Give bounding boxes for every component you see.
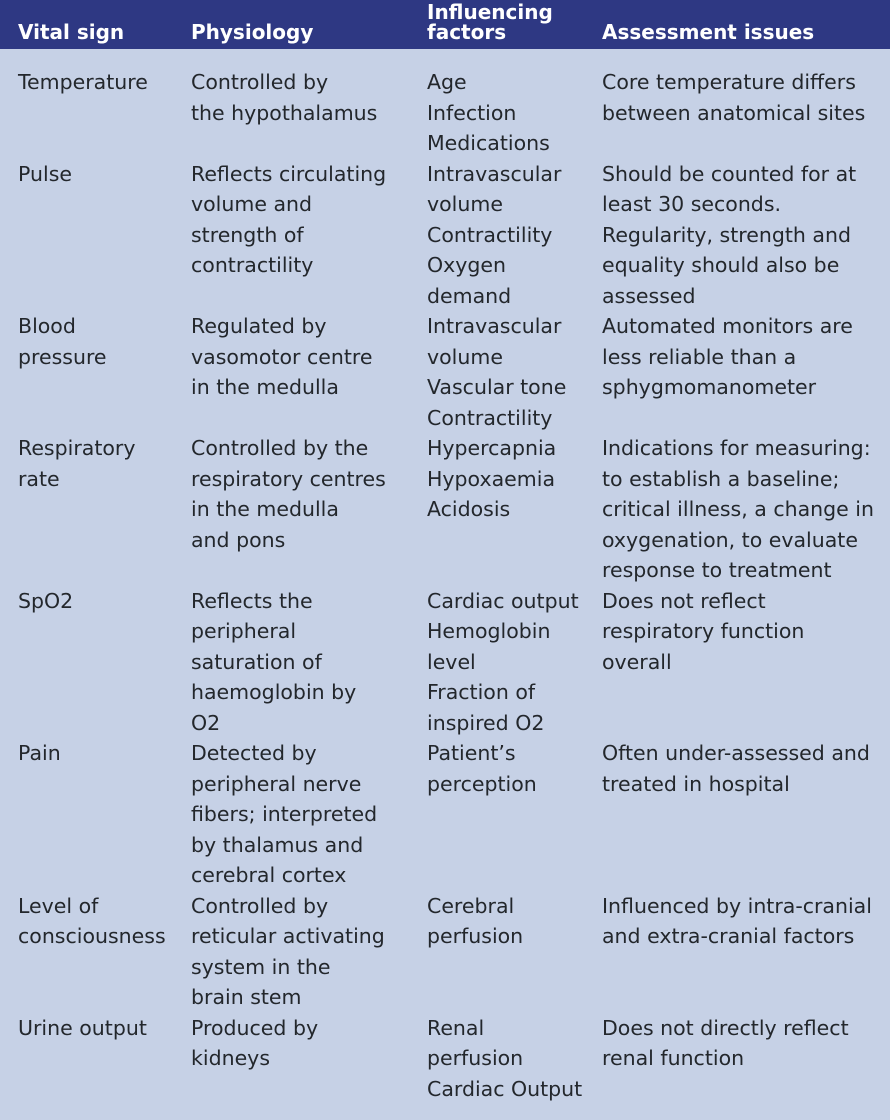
cell-physiology: Produced by kidneys <box>191 1015 319 1070</box>
cell-physiology: Controlled by the hypothalamus <box>191 70 378 125</box>
cell-assessment-issues: Does not reflect respiratory function overall <box>602 588 805 674</box>
table-row-pain <box>0 738 890 891</box>
cell-physiology: Detected by peripheral nerve fibers; interpreted by thalamus and cerebral cortex <box>191 741 378 887</box>
cell-vital-sign: Level of consciousness <box>18 893 166 948</box>
header-physiology: Physiology <box>191 20 314 44</box>
cell-assessment-issues: Often under-assessed and treated in hospital <box>602 741 870 796</box>
cell-vital-sign: Temperature <box>18 70 148 94</box>
cell-vital-sign: Respiratory rate <box>18 436 136 491</box>
cell-assessment-issues: Indications for measuring: to establish a baseline; critical illness, a change in oxygenation, to evaluate response to treatment <box>602 436 874 582</box>
cell-assessment-issues: Does not directly reflect renal function <box>602 1015 849 1070</box>
cell-assessment-issues: Core temperature differs between anatomical sites <box>602 70 866 125</box>
cell-influencing-factors: Cardiac output Hemoglobin level Fraction of inspired O2 <box>427 588 579 735</box>
cell-physiology: Reflects circulating volume and strength of contractility <box>191 161 387 277</box>
cell-physiology: Controlled by the respiratory centres in the medulla and pons <box>191 436 386 552</box>
cell-assessment-issues: Automated monitors are less reliable than a sphygmomanometer <box>602 314 853 399</box>
cell-physiology: Reflects the peripheral saturation of haemoglobin by O2 <box>191 588 357 735</box>
header-vital-sign: Vital sign <box>18 20 125 44</box>
cell-assessment-issues: Should be counted for at least 30 seconds. Regularity, strength and equality should also be assessed <box>602 161 857 308</box>
cell-physiology: Regulated by vasomotor centre in the medulla <box>191 314 373 399</box>
table-body <box>0 67 890 1104</box>
cell-vital-sign: Blood pressure <box>18 314 107 369</box>
table-row-blood-pressure <box>0 311 890 433</box>
table-header <box>0 0 890 49</box>
header-assessment-issues: Assessment issues <box>602 20 815 44</box>
table-row-pulse <box>0 159 890 312</box>
cell-physiology: Controlled by reticular activating system in the brain stem <box>191 893 385 1009</box>
cell-influencing-factors: Renal perfusion Cardiac Output <box>427 1015 583 1101</box>
cell-influencing-factors: Age Infection Medications <box>427 70 550 155</box>
header-influencing-factors: Influencing factors <box>427 0 553 44</box>
cell-influencing-factors: Intravascular volume Vascular tone Contractility <box>427 314 567 430</box>
cell-assessment-issues: Influenced by intra-cranial and extra-cranial factors <box>602 893 872 948</box>
cell-influencing-factors: Patient’s perception <box>427 741 537 796</box>
table-row-respiratory-rate <box>0 433 890 586</box>
table-row-level-of-consciousness <box>0 891 890 1013</box>
table-row-temperature <box>0 67 890 159</box>
cell-influencing-factors: Intravascular volume Contractility Oxygen demand <box>427 161 562 308</box>
cell-vital-sign: Urine output <box>18 1015 147 1040</box>
cell-influencing-factors: Cerebral perfusion <box>427 893 524 948</box>
table-row-spo2 <box>0 586 890 739</box>
cell-vital-sign: Pulse <box>18 161 72 186</box>
cell-influencing-factors: Hypercapnia Hypoxaemia Acidosis <box>427 436 557 521</box>
table-row-urine-output <box>0 1013 890 1105</box>
cell-vital-sign: SpO2 <box>18 588 74 613</box>
cell-vital-sign: Pain <box>18 741 61 765</box>
